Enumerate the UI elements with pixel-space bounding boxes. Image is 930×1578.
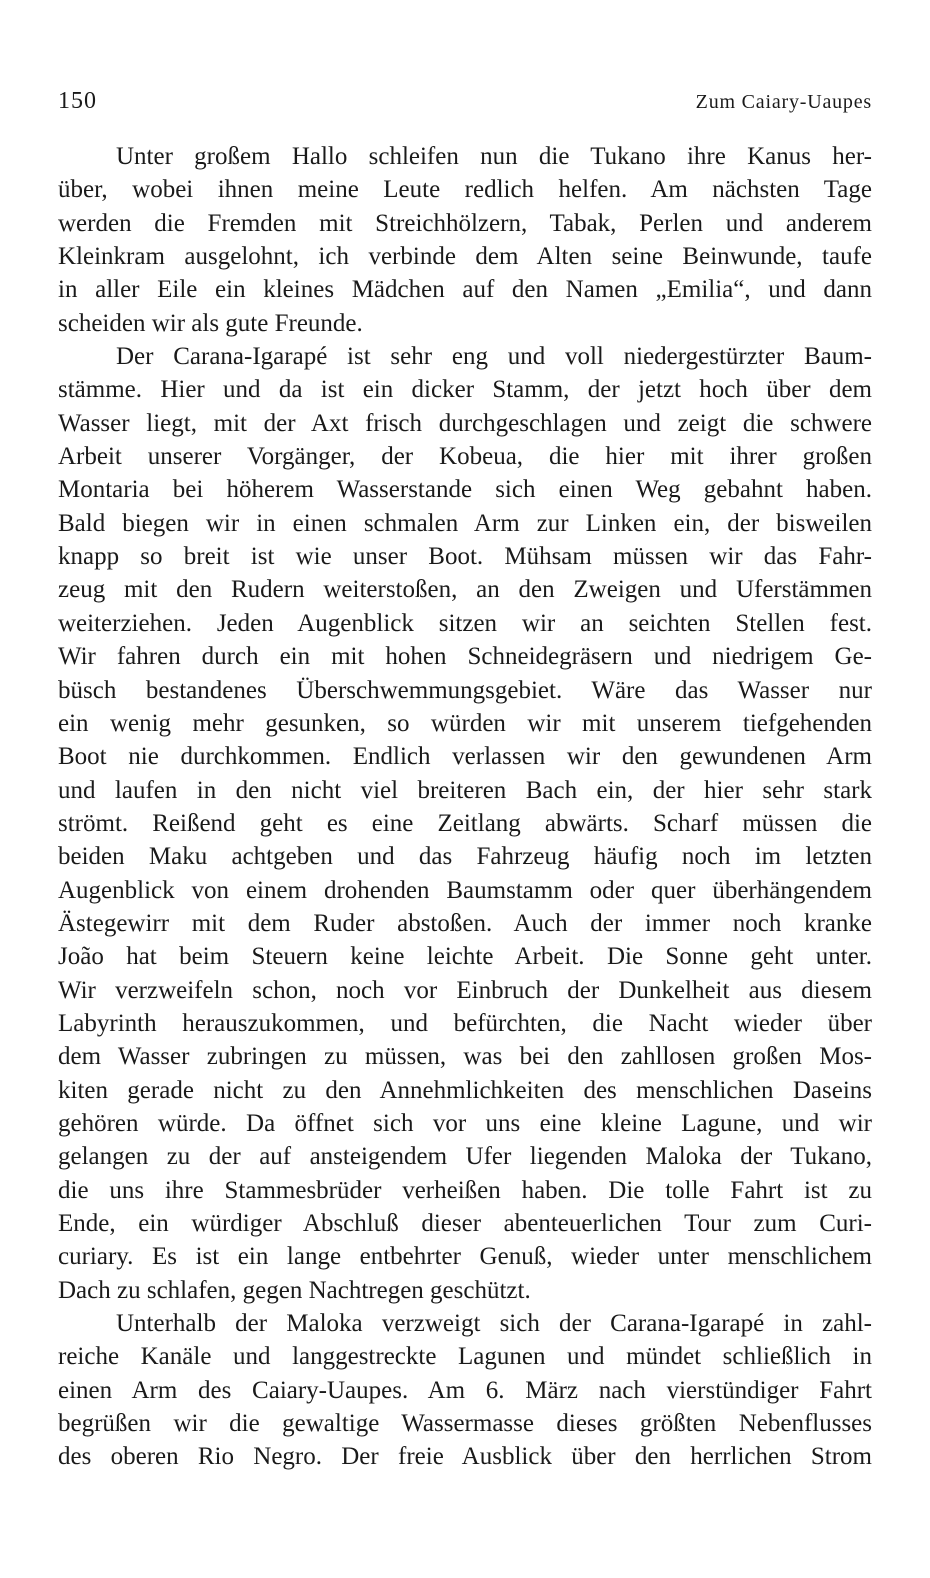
text-line: Boot nie durchkommen. Endlich verlassen wir den gewundenen Arm (58, 743, 872, 771)
text-line: Unterhalb der Maloka verzweigt sich der Carana-Igarapé in zahl- (116, 1310, 872, 1338)
text-line: Wir fahren durch ein mit hohen Schneidegräsern und niedrigem Ge- (58, 643, 872, 671)
text-line: werden die Fremden mit Streichhölzern, Tabak, Perlen und anderem (58, 209, 872, 237)
text-line: über, wobei ihnen meine Leute redlich helfen. Am nächsten Tage (58, 176, 872, 204)
text-line: büsch bestandenes Überschwemmungsgebiet. Wäre das Wasser nur (58, 676, 872, 704)
text-line: Der Carana-Igarapé ist sehr eng und voll niedergestürzter Baum- (116, 343, 872, 371)
text-line: Bald biegen wir in einen schmalen Arm zur Linken ein, der bisweilen (58, 509, 872, 537)
text-line: Dach zu schlafen, gegen Nachtregen geschützt. (58, 1276, 531, 1304)
text-line: dem Wasser zubringen zu müssen, was bei den zahllosen großen Mos- (58, 1043, 872, 1071)
text-line: einen Arm des Caiary-Uaupes. Am 6. März nach vierstündiger Fahrt (58, 1376, 872, 1404)
text-line: João hat beim Steuern keine leichte Arbeit. Die Sonne geht unter. (58, 943, 872, 971)
text-line: Unter großem Hallo schleifen nun die Tukano ihre Kanus her- (116, 143, 872, 170)
text-line: stämme. Hier und da ist ein dicker Stamm, der jetzt hoch über dem (58, 376, 872, 404)
text-line: Wasser liegt, mit der Axt frisch durchgeschlagen und zeigt die schwere (58, 409, 872, 437)
text-line: knapp so breit ist wie unser Boot. Mühsam müssen wir das Fahr- (58, 543, 872, 571)
text-line: Labyrinth herauszukommen, und befürchten, die Nacht wieder über (58, 1009, 872, 1037)
text-line: Augenblick von einem drohenden Baumstamm oder quer überhängendem (58, 876, 872, 904)
text-line: ein wenig mehr gesunken, so würden wir mit unserem tiefgehenden (58, 709, 872, 737)
text-line: weiterziehen. Jeden Augenblick sitzen wir an seichten Stellen fest. (58, 609, 872, 637)
text-line: Kleinkram ausgelohnt, ich verbinde dem Alten seine Beinwunde, taufe (58, 243, 872, 271)
text-line: strömt. Reißend geht es eine Zeitlang abwärts. Scharf müssen die (58, 809, 872, 837)
page-number: 150 (58, 88, 97, 114)
text-line: Montaria bei höherem Wasserstande sich einen Weg gebahnt haben. (58, 476, 872, 504)
text-line: reiche Kanäle und langgestreckte Lagunen und mündet schließlich in (58, 1343, 872, 1371)
text-line: kiten gerade nicht zu den Annehmlichkeiten des menschlichen Daseins (58, 1076, 872, 1104)
text-line: Ästegewirr mit dem Ruder abstoßen. Auch der immer noch kranke (58, 909, 872, 937)
text-line: gehören würde. Da öffnet sich vor uns eine kleine Lagune, und wir (58, 1109, 872, 1137)
text-line: beiden Maku achtgeben und das Fahrzeug häufig noch im letzten (58, 843, 872, 871)
text-line: scheiden wir als gute Freunde. (58, 309, 363, 337)
text-line: des oberen Rio Negro. Der freie Ausblick über den herrlichen Strom (58, 1443, 872, 1471)
text-line: die uns ihre Stammesbrüder verheißen haben. Die tolle Fahrt ist zu (58, 1176, 872, 1204)
text-line: gelangen zu der auf ansteigendem Ufer liegenden Maloka der Tukano, (58, 1143, 872, 1171)
running-head: Zum Caiary-Uaupes (695, 91, 872, 113)
text-line: begrüßen wir die gewaltige Wassermasse dieses größten Nebenflusses (58, 1410, 872, 1438)
text-line: Ende, ein würdiger Abschluß dieser abenteuerlichen Tour zum Curi- (58, 1210, 872, 1237)
text-line: Arbeit unserer Vorgänger, der Kobeua, die hier mit ihrer großen (58, 443, 872, 471)
text-line: und laufen in den nicht viel breiteren Bach ein, der hier sehr stark (58, 776, 872, 804)
text-line: Wir verzweifeln schon, noch vor Einbruch der Dunkelheit aus diesem (58, 976, 872, 1004)
body-text (58, 140, 872, 1474)
text-line: curiary. Es ist ein lange entbehrter Genuß, wieder unter menschlichem (58, 1243, 872, 1271)
text-line: zeug mit den Rudern weiterstoßen, an den Zweigen und Uferstämmen (58, 576, 872, 604)
text-line: in aller Eile ein kleines Mädchen auf den Namen „Emilia“, und dann (58, 276, 872, 304)
